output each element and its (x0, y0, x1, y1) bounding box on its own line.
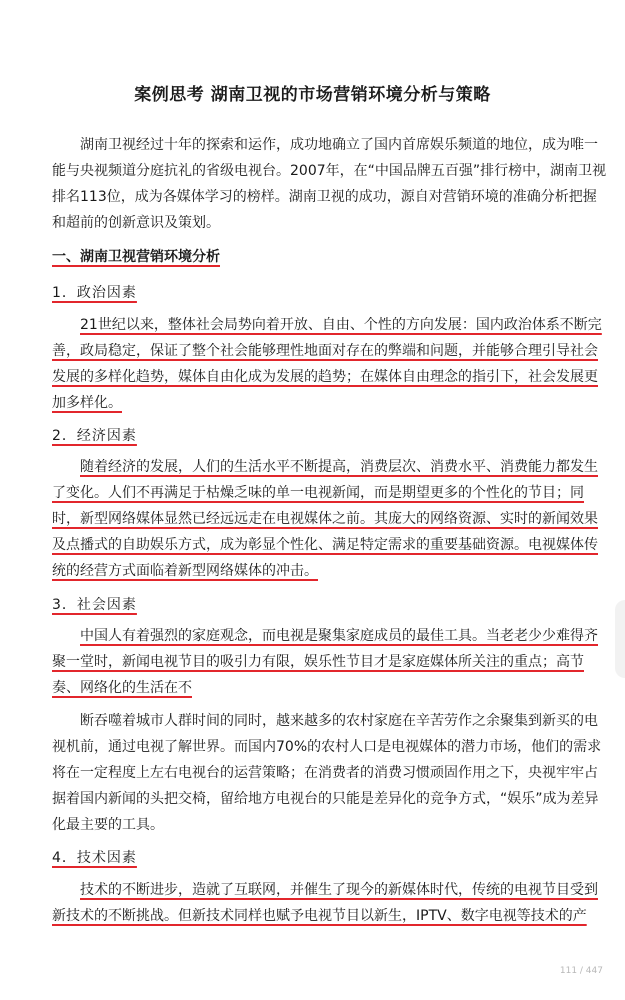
politics-heading (52, 282, 137, 304)
society-heading-text: 3．社会因素 (52, 597, 137, 613)
society-heading (52, 594, 137, 616)
page-number: 111 / 447 (559, 966, 603, 976)
economy-text: 随着经济的发展，人们的生活水平不断提高，消费层次、消费水平、消费能力都发生了变化。人们不再满足于枯燥乏味的单一电视新闻，而是期望更多的个性化的节目；同时，新型网络媒体显然已经远远走在电视媒体之前。其庞大的网络资源、实时的新闻效果及点播式的自助娱乐方式，成为彰显个性化、满足特定需求的重要基础资源。电视媒体传统的经营方式面临着新型网络媒体的冲击。 (52, 459, 598, 579)
intro-paragraph: 湖南卫视经过十年的探索和运作，成功地确立了国内首席娱乐频道的地位，成为唯一能与央视频道分庭抗礼的省级电视台。2007年，在“中国品牌五百强”排行榜中，湖南卫视排名113位，成为各媒体学习的榜样。湖南卫视的成功，源自对营销环境的准确分析把握和超前的创新意识及策划。 (52, 137, 607, 231)
politics-heading-text: 1．政治因素 (52, 285, 137, 301)
scroll-handle[interactable] (615, 600, 625, 678)
economy-heading (52, 425, 137, 447)
society-paragraph (52, 623, 608, 701)
society-paragraph-continued: 断吞噬着城市人群时间的同时，越来越多的农村家庭在辛苦劳作之余聚集到新买的电视机前，通过电视了解世界。而国内70%的农村人口是电视媒体的潜力市场，他们的需求将在一定程度上左右电视台的运营策略；在消费者的消费习惯顽固作用之下，央视牢牢占据着国内新闻的头把交椅，留给地方电视台的只能是差异化的竞争方式，“娱乐”成为差异化最主要的工具。 (52, 713, 602, 833)
section-heading (52, 246, 220, 268)
technology-paragraph (52, 877, 608, 929)
technology-heading (52, 847, 137, 869)
politics-paragraph (52, 312, 608, 416)
section-heading-text: 一、湖南卫视营销环境分析 (52, 249, 220, 265)
economy-heading-text: 2．经济因素 (52, 428, 137, 444)
technology-text: 技术的不断进步，造就了互联网，并催生了现今的新媒体时代，传统的电视节目受到新技术的不断挑战。但新技术同样也赋予电视节目以新生，IPTV、数字电视等技术的产 (52, 882, 598, 924)
document-title: 案例思考 湖南卫视的市场营销环境分析与策略 (134, 85, 491, 105)
technology-heading-text: 4．技术因素 (52, 850, 137, 866)
politics-text: 21世纪以来，整体社会局势向着开放、自由、个性的方向发展：国内政治体系不断完善，政局稳定，保证了整个社会能够理性地面对存在的弊端和问题，并能够合理引导社会发展的多样化趋势，媒体自由化成为发展的趋势；在媒体自由理念的指引下，社会发展更加多样化。 (52, 317, 602, 411)
society-text: 中国人有着强烈的家庭观念，而电视是聚集家庭成员的最佳工具。当老老少少难得齐聚一堂时，新闻电视节目的吸引力有限，娱乐性节目才是家庭媒体所关注的重点；高节奏、网络化的生活在不 (52, 628, 598, 696)
economy-paragraph (52, 454, 608, 584)
